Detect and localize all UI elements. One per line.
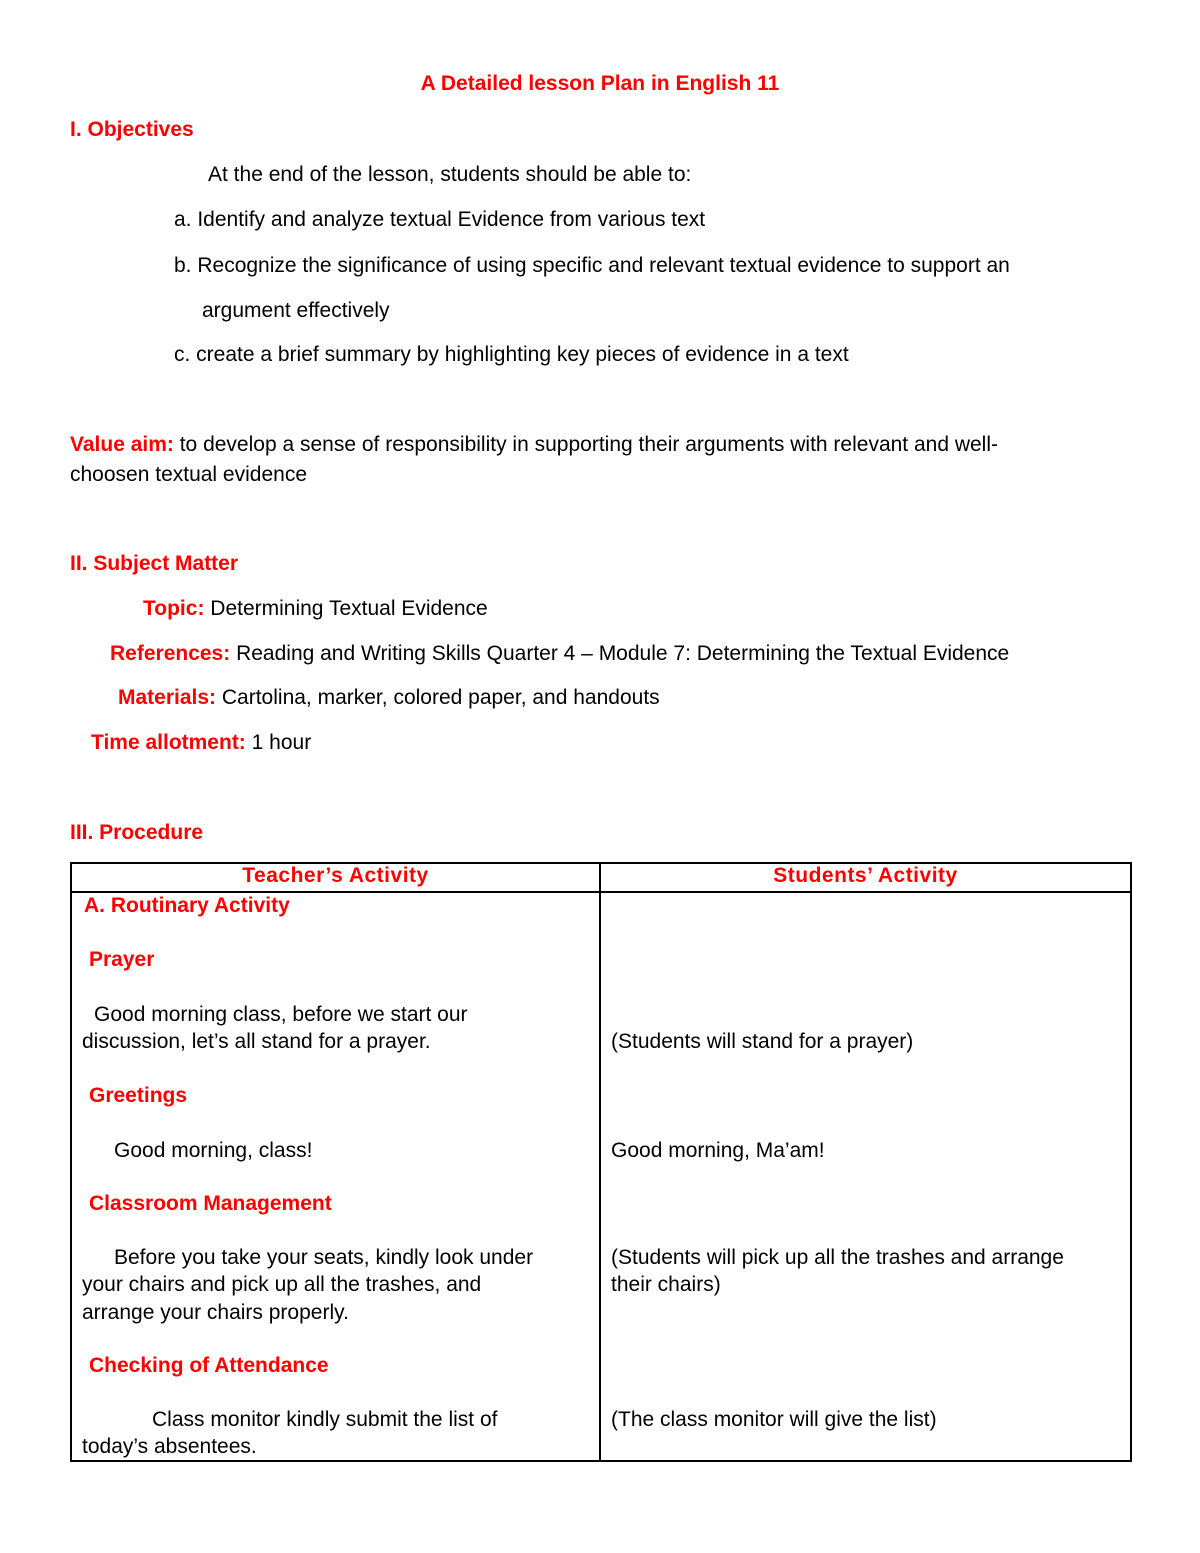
value-aim-label: Value aim:	[70, 433, 174, 456]
teacher-activity-cell	[71, 892, 600, 1461]
value-aim-line	[70, 433, 998, 457]
objective-item: c. create a brief summary by highlighting key pieces of evidence in a text	[174, 343, 849, 366]
attendance-students-text: (The class monitor will give the list)	[611, 1408, 937, 1431]
document-title: A Detailed lesson Plan in English 11	[420, 72, 780, 95]
time-allotment-line	[91, 731, 311, 755]
objectives-heading: I. Objectives	[70, 118, 194, 141]
procedure-heading: III. Procedure	[70, 821, 204, 844]
classroom-teacher-text: arrange your chairs properly.	[82, 1301, 349, 1324]
value-aim-text-continued: choosen textual evidence	[70, 463, 307, 486]
classroom-management-heading: Classroom Management	[89, 1192, 332, 1215]
subject-matter-heading: II. Subject Matter	[70, 552, 239, 575]
references-label: References:	[110, 642, 231, 665]
prayer-teacher-text: Good morning class, before we start our	[94, 1003, 468, 1026]
topic-value: Determining Textual Evidence	[204, 597, 488, 620]
objectives-intro: At the end of the lesson, students should be able to:	[208, 163, 692, 186]
classroom-students-text: (Students will pick up all the trashes and arrange	[611, 1246, 1064, 1269]
greetings-teacher-text: Good morning, class!	[114, 1139, 313, 1162]
students-activity-cell	[600, 892, 1131, 1461]
materials-value: Cartolina, marker, colored paper, and handouts	[216, 686, 660, 709]
time-allotment-value: 1 hour	[245, 731, 312, 754]
materials-label: Materials:	[118, 686, 217, 709]
references-line	[110, 642, 1009, 666]
table-row	[71, 892, 1131, 1461]
references-value: Reading and Writing Skills Quarter 4 – Module 7: Determining the Textual Evidence	[230, 642, 1010, 665]
objective-item-continuation: argument effectively	[202, 299, 390, 322]
students-activity-header: Students’ Activity	[600, 863, 1131, 892]
teacher-activity-header: Teacher’s Activity	[71, 863, 600, 892]
procedure-table	[70, 862, 1132, 1462]
topic-label: Topic:	[143, 597, 205, 620]
value-aim-text: to develop a sense of responsibility in supporting their arguments with relevant and well-	[173, 433, 999, 456]
attendance-teacher-text: Class monitor kindly submit the list of	[152, 1408, 498, 1431]
table-header-row	[71, 863, 1131, 892]
prayer-heading: Prayer	[89, 948, 155, 971]
greetings-heading: Greetings	[89, 1084, 188, 1107]
classroom-students-text: their chairs)	[611, 1273, 721, 1296]
routinary-activity-heading: A. Routinary Activity	[84, 894, 290, 917]
time-allotment-label: Time allotment:	[91, 731, 246, 754]
prayer-students-text: (Students will stand for a prayer)	[611, 1030, 914, 1053]
classroom-teacher-text: Before you take your seats, kindly look under	[114, 1246, 534, 1269]
attendance-teacher-text: today’s absentees.	[82, 1435, 257, 1458]
materials-line	[118, 686, 660, 710]
prayer-teacher-text: discussion, let’s all stand for a prayer.	[82, 1030, 431, 1053]
classroom-teacher-text: your chairs and pick up all the trashes, and	[82, 1273, 482, 1296]
topic-line	[143, 597, 488, 621]
greetings-students-text: Good morning, Ma’am!	[611, 1139, 825, 1162]
objective-item: b. Recognize the significance of using specific and relevant textual evidence to support an	[174, 254, 1010, 277]
attendance-heading: Checking of Attendance	[89, 1354, 329, 1377]
objective-item: a. Identify and analyze textual Evidence from various text	[174, 208, 706, 231]
